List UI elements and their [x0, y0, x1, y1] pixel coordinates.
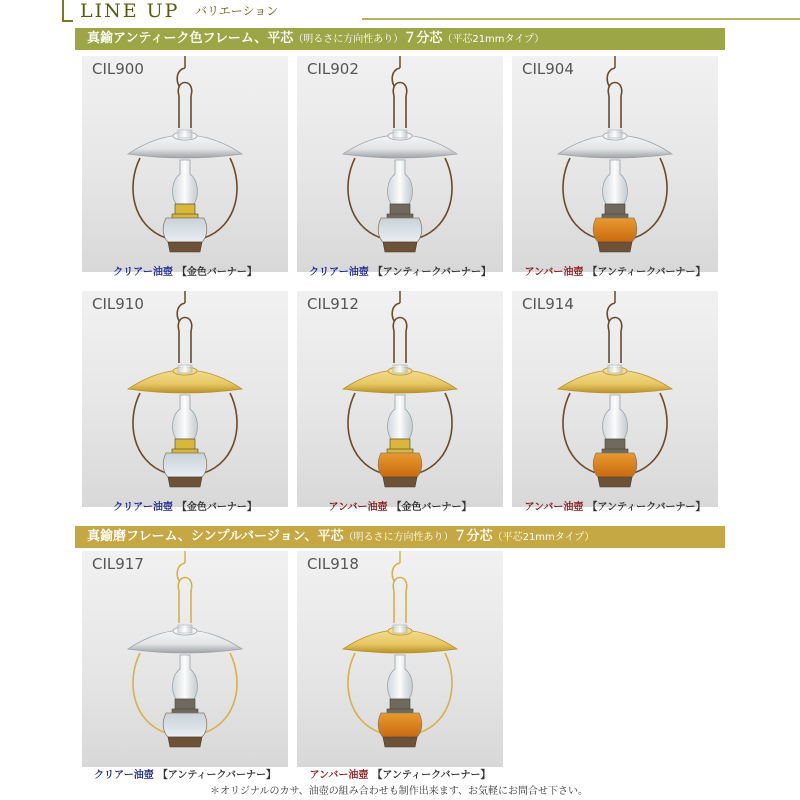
product-code: CIL902	[307, 60, 359, 78]
product-code: CIL917	[92, 555, 144, 573]
oil-font-label: クリアー油壺	[113, 502, 173, 513]
footer-note: ＊オリジナルのカサ、油壺の組み合わせも制作出来ます、お気軽にお問合せ下さい。	[210, 786, 588, 797]
product-caption	[510, 500, 720, 516]
oil-font-label: クリアー油壺	[94, 770, 154, 781]
section-heading-type: （平芯21mmタイプ）	[492, 532, 595, 543]
burner-label: 【金色バーナー】	[176, 267, 257, 278]
oil-font-label: アンバー油壺	[309, 770, 369, 781]
burner-label: 【アンティークバーナー】	[372, 770, 491, 781]
burner-label: 【アンティークバーナー】	[157, 770, 276, 781]
product-caption	[510, 265, 720, 281]
oil-font-label: アンバー油壺	[524, 502, 584, 513]
product-card-cil917[interactable]	[82, 551, 288, 767]
page-title: LINE UP	[80, 0, 180, 22]
product-caption	[295, 265, 505, 281]
oil-font-label: クリアー油壺	[309, 267, 369, 278]
product-caption	[295, 500, 505, 516]
product-code: CIL904	[522, 60, 574, 78]
section-heading-note: （明るさに方向性あり）	[343, 532, 454, 543]
product-caption	[80, 265, 290, 281]
section-heading-antique	[75, 28, 725, 50]
section-heading-brass	[75, 526, 725, 548]
header-corner-ornament	[62, 0, 73, 22]
product-code: CIL910	[92, 295, 144, 313]
section-heading-note: （明るさに方向性あり）	[293, 34, 404, 45]
product-code: CIL918	[307, 555, 359, 573]
oil-font-label: クリアー油壺	[113, 267, 173, 278]
header-rule	[362, 18, 800, 20]
product-card-cil912[interactable]	[297, 291, 503, 507]
burner-label: 【アンティークバーナー】	[372, 267, 491, 278]
section-heading-type: （平芯21mmタイプ）	[442, 34, 545, 45]
section-heading-size: ７分芯	[403, 31, 443, 46]
page-subtitle: バリエーション	[195, 4, 279, 18]
product-caption	[80, 500, 290, 516]
product-card-cil900[interactable]	[82, 56, 288, 272]
oil-font-label: アンバー油壺	[328, 502, 388, 513]
burner-label: 【金色バーナー】	[391, 502, 472, 513]
burner-label: 【金色バーナー】	[176, 502, 257, 513]
product-card-cil902[interactable]	[297, 56, 503, 272]
product-code: CIL914	[522, 295, 574, 313]
burner-label: 【アンティークバーナー】	[587, 267, 706, 278]
page-header	[62, 0, 800, 24]
burner-label: 【アンティークバーナー】	[587, 502, 706, 513]
product-card-cil904[interactable]	[512, 56, 718, 272]
product-card-cil914[interactable]	[512, 291, 718, 507]
oil-font-label: アンバー油壺	[524, 267, 584, 278]
product-card-cil910[interactable]	[82, 291, 288, 507]
product-code: CIL900	[92, 60, 144, 78]
product-code: CIL912	[307, 295, 359, 313]
section-heading-size: ７分芯	[453, 529, 493, 544]
section-heading-main: 真鍮磨フレーム、シンプルバージョン、平芯	[87, 529, 344, 544]
section-heading-main: 真鍮アンティーク色フレーム、平芯	[87, 31, 294, 46]
product-card-cil918[interactable]	[297, 551, 503, 767]
